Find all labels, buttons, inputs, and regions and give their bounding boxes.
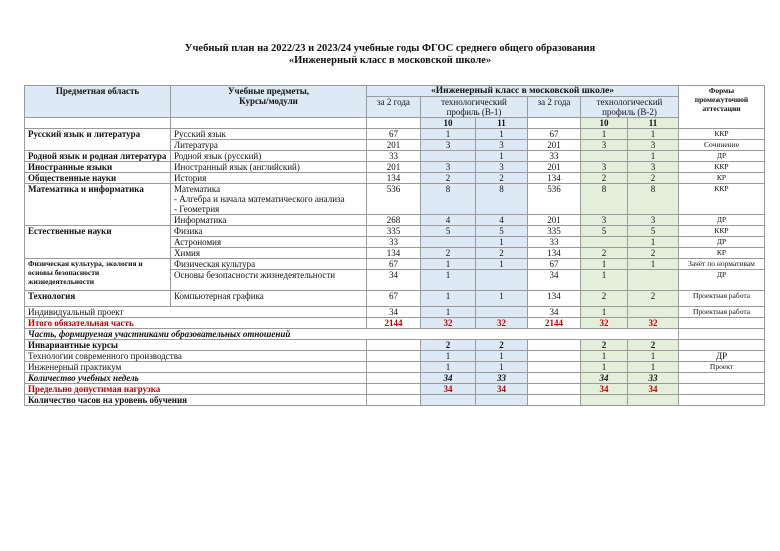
b2-11: 8 — [628, 184, 679, 215]
b1-11: 1 — [476, 259, 528, 270]
b1-11: 2 — [476, 248, 528, 259]
grade-b2-10: 10 — [581, 118, 628, 129]
b2-10 — [581, 237, 628, 248]
header-subjects-line2: Курсы/модули — [239, 96, 298, 106]
assessment-form: ДР — [679, 151, 765, 162]
individual-project-row — [25, 307, 765, 318]
b1-10: 3 — [421, 140, 476, 151]
table-row — [25, 129, 765, 140]
b1-10: 8 — [421, 184, 476, 215]
total-b1: 34 — [367, 270, 421, 291]
b2-11: 34 — [628, 384, 679, 395]
assessment-form: Проектная работа — [679, 307, 765, 318]
total-b1: 67 — [367, 129, 421, 140]
b2-10: 34 — [581, 384, 628, 395]
individual-project-label: Индивидуальный проект — [25, 307, 367, 318]
modern-tech-label: Технологии современного производства — [25, 351, 367, 362]
subject-area: Естественные науки — [25, 226, 171, 259]
subject-area: Технология — [25, 291, 171, 307]
total-b1: 2144 — [367, 318, 421, 329]
b2-10: 2 — [581, 173, 628, 184]
b1-11 — [476, 270, 528, 291]
total-b2: 134 — [528, 173, 581, 184]
b2-10: 1 — [581, 351, 628, 362]
total-b2: 33 — [528, 151, 581, 162]
hours-level-row — [25, 395, 765, 406]
b2-10: 1 — [581, 270, 628, 291]
hours-level-label: Количество часов на уровень обучения — [25, 395, 367, 406]
b1-11: 1 — [476, 129, 528, 140]
b1-10: 1 — [421, 129, 476, 140]
b2-11 — [628, 307, 679, 318]
b2-10 — [581, 151, 628, 162]
b1-11: 1 — [476, 351, 528, 362]
table-row — [25, 226, 765, 237]
total-b1: 33 — [367, 151, 421, 162]
b2-10: 32 — [581, 318, 628, 329]
b2-11: 3 — [628, 215, 679, 226]
total-b2: 33 — [528, 237, 581, 248]
assessment-form: КР — [679, 248, 765, 259]
b1-11: 34 — [476, 384, 528, 395]
invariant-label: Инвариантные курсы — [25, 340, 367, 351]
grade-b1-11: 11 — [476, 118, 528, 129]
assessment-form: Проект — [679, 362, 765, 373]
max-load-label: Предельно допустимая нагрузка — [25, 384, 367, 395]
subject: Информатика — [171, 215, 367, 226]
total-mandatory-row — [25, 318, 765, 329]
empty-cell — [528, 351, 581, 362]
assessment-form: ДР — [679, 351, 765, 362]
total-b2: 201 — [528, 140, 581, 151]
total-b2: 134 — [528, 291, 581, 307]
subject: История — [171, 173, 367, 184]
empty-cell — [367, 118, 421, 129]
empty-cell — [679, 384, 765, 395]
participants-part-label: Часть, формируемая участниками образовательных отношений — [25, 329, 679, 340]
b2-10: 1 — [581, 129, 628, 140]
b1-11: 3 — [476, 162, 528, 173]
table-row — [25, 162, 765, 173]
b2-10: 2 — [581, 340, 628, 351]
total-b1: 201 — [367, 162, 421, 173]
total-b2: 2144 — [528, 318, 581, 329]
b1-10: 2 — [421, 340, 476, 351]
b2-10: 3 — [581, 215, 628, 226]
total-mandatory-label: Итого обязательная часть — [25, 318, 367, 329]
total-b1: 134 — [367, 173, 421, 184]
total-b2: 201 — [528, 162, 581, 173]
subject-name: Математика — [174, 184, 221, 194]
b2-10: 1 — [581, 307, 628, 318]
grade-b1-10: 10 — [421, 118, 476, 129]
assessment-form: ККР — [679, 184, 765, 215]
weeks-label: Количество учебных недель — [25, 373, 367, 384]
empty-cell — [528, 395, 581, 406]
assessment-form: КР — [679, 173, 765, 184]
header-subjects — [171, 86, 367, 118]
b1-11 — [476, 307, 528, 318]
subject-area: Русский язык и литература — [25, 129, 171, 151]
total-b1: 67 — [367, 291, 421, 307]
empty-cell — [679, 329, 765, 340]
total-b2: 134 — [528, 248, 581, 259]
assessment-form: ДР — [679, 270, 765, 291]
empty-cell — [171, 118, 367, 129]
total-b2: 335 — [528, 226, 581, 237]
total-b1: 134 — [367, 248, 421, 259]
eng-practicum-row — [25, 362, 765, 373]
total-b2: 536 — [528, 184, 581, 215]
subject-area: Иностранные языки — [25, 162, 171, 173]
b2-10: 34 — [581, 373, 628, 384]
b2-11: 2 — [628, 340, 679, 351]
subject: Родной язык (русский) — [171, 151, 367, 162]
total-b1: 34 — [367, 307, 421, 318]
b1-11: 1 — [476, 362, 528, 373]
b2-11: 33 — [628, 373, 679, 384]
subject: Компьютерная графика — [171, 291, 367, 307]
empty-cell — [25, 118, 171, 129]
b2-10: 2 — [581, 248, 628, 259]
b2-10: 3 — [581, 162, 628, 173]
table-row — [25, 173, 765, 184]
table-row — [25, 151, 765, 162]
empty-cell — [528, 373, 581, 384]
b1-10: 2 — [421, 248, 476, 259]
b1-10: 32 — [421, 318, 476, 329]
subject: Физическая культура — [171, 259, 367, 270]
subject: Астрономия — [171, 237, 367, 248]
assessment-form: ДР — [679, 215, 765, 226]
b1-10: 1 — [421, 291, 476, 307]
empty-cell — [528, 384, 581, 395]
b2-11: 1 — [628, 151, 679, 162]
b2-11 — [628, 270, 679, 291]
subject: Русский язык — [171, 129, 367, 140]
total-b1: 33 — [367, 237, 421, 248]
total-b2: 34 — [528, 270, 581, 291]
header-forms: Формы промежуточной аттестации — [679, 86, 765, 129]
b2-10: 2 — [581, 291, 628, 307]
total-b1: 67 — [367, 259, 421, 270]
header-program: «Инженерный класс в московской школе» — [367, 86, 679, 97]
empty-cell — [367, 362, 421, 373]
empty-cell — [367, 340, 421, 351]
empty-cell — [367, 351, 421, 362]
empty-cell — [679, 318, 765, 329]
b1-11: 2 — [476, 340, 528, 351]
total-b1: 536 — [367, 184, 421, 215]
table-row — [25, 291, 765, 307]
b1-11: 2 — [476, 173, 528, 184]
subject: Химия — [171, 248, 367, 259]
total-b1: 201 — [367, 140, 421, 151]
empty-cell — [421, 395, 476, 406]
assessment-form: Проектная работа — [679, 291, 765, 307]
b1-10: 1 — [421, 351, 476, 362]
empty-cell — [367, 373, 421, 384]
b1-11: 1 — [476, 291, 528, 307]
empty-cell — [581, 395, 628, 406]
b2-11: 1 — [628, 129, 679, 140]
b2-11: 2 — [628, 248, 679, 259]
table-row — [25, 184, 765, 215]
participants-part-row — [25, 329, 765, 340]
empty-cell — [679, 340, 765, 351]
b2-10: 5 — [581, 226, 628, 237]
empty-cell — [528, 118, 581, 129]
max-load-row — [25, 384, 765, 395]
b1-10: 2 — [421, 173, 476, 184]
subject-area: Физическая культура, экология и основы безопасности жизнедеятельности — [25, 259, 171, 291]
b2-11: 2 — [628, 173, 679, 184]
total-b2: 67 — [528, 259, 581, 270]
table-row — [25, 259, 765, 270]
b1-11: 4 — [476, 215, 528, 226]
empty-cell — [679, 395, 765, 406]
subject-sub-item: - Геометрия — [174, 204, 220, 214]
b1-10: 4 — [421, 215, 476, 226]
b1-10: 34 — [421, 384, 476, 395]
assessment-form: ДР — [679, 237, 765, 248]
grade-b2-11: 11 — [628, 118, 679, 129]
b2-10: 8 — [581, 184, 628, 215]
subject: Литература — [171, 140, 367, 151]
document-title — [0, 43, 780, 67]
b1-10: 1 — [421, 259, 476, 270]
empty-cell — [476, 395, 528, 406]
title-line-2: «Инженерный класс в московской школе» — [288, 55, 492, 66]
b1-10 — [421, 151, 476, 162]
header-profile-b2: технологический профиль (В-2) — [581, 97, 679, 118]
header-profile-b1: технологический профиль (В-1) — [421, 97, 528, 118]
b1-11: 3 — [476, 140, 528, 151]
b1-11: 8 — [476, 184, 528, 215]
header-two-years-1: за 2 года — [367, 97, 421, 118]
b2-11: 2 — [628, 291, 679, 307]
assessment-form: Сочинение — [679, 140, 765, 151]
total-b1: 335 — [367, 226, 421, 237]
header-row-grades — [25, 118, 765, 129]
b2-10: 1 — [581, 259, 628, 270]
b2-11: 3 — [628, 162, 679, 173]
empty-cell — [528, 362, 581, 373]
assessment-form: ККР — [679, 129, 765, 140]
b1-11: 1 — [476, 237, 528, 248]
empty-cell — [528, 340, 581, 351]
subject-area: Родной язык и родная литература — [25, 151, 171, 162]
b1-10 — [421, 237, 476, 248]
empty-cell — [628, 395, 679, 406]
b2-11: 1 — [628, 362, 679, 373]
empty-cell — [367, 384, 421, 395]
b2-11: 1 — [628, 351, 679, 362]
subject — [171, 184, 367, 215]
b2-11: 5 — [628, 226, 679, 237]
total-b1: 268 — [367, 215, 421, 226]
empty-cell — [679, 373, 765, 384]
header-two-years-2: за 2 года — [528, 97, 581, 118]
header-subjects-line1: Учебные предметы, — [227, 86, 310, 96]
eng-practicum-label: Инженерный практикум — [25, 362, 367, 373]
subject-area: Общественные науки — [25, 173, 171, 184]
empty-cell — [367, 395, 421, 406]
b2-11: 3 — [628, 140, 679, 151]
b1-10: 34 — [421, 373, 476, 384]
b2-11: 32 — [628, 318, 679, 329]
b1-11: 1 — [476, 151, 528, 162]
b1-10: 1 — [421, 362, 476, 373]
b2-10: 1 — [581, 362, 628, 373]
b1-10: 1 — [421, 307, 476, 318]
b1-10: 3 — [421, 162, 476, 173]
total-b2: 201 — [528, 215, 581, 226]
b2-11: 1 — [628, 259, 679, 270]
b1-10: 5 — [421, 226, 476, 237]
title-line-1: Учебный план на 2022/23 и 2023/24 учебные годы ФГОС среднего общего образования — [184, 43, 596, 54]
subject: Физика — [171, 226, 367, 237]
curriculum-table — [24, 85, 765, 406]
weeks-row — [25, 373, 765, 384]
subject-sub-item: - Алгебра и начала математического анализа — [174, 194, 345, 204]
subject-area: Математика и информатика — [25, 184, 171, 226]
b1-11: 32 — [476, 318, 528, 329]
invariant-row — [25, 340, 765, 351]
b1-11: 5 — [476, 226, 528, 237]
b2-10: 3 — [581, 140, 628, 151]
assessment-form: ККР — [679, 162, 765, 173]
total-b2: 67 — [528, 129, 581, 140]
header-subject-area: Предметная область — [25, 86, 171, 118]
subject: Основы безопасности жизнедеятельности — [171, 270, 367, 291]
assessment-form: ККР — [679, 226, 765, 237]
header-row-1 — [25, 86, 765, 97]
b2-11: 1 — [628, 237, 679, 248]
b1-10: 1 — [421, 270, 476, 291]
modern-tech-row — [25, 351, 765, 362]
total-b2: 34 — [528, 307, 581, 318]
subject: Иностранный язык (английский) — [171, 162, 367, 173]
assessment-form: Зачёт по нормативам — [679, 259, 765, 270]
b1-11: 33 — [476, 373, 528, 384]
